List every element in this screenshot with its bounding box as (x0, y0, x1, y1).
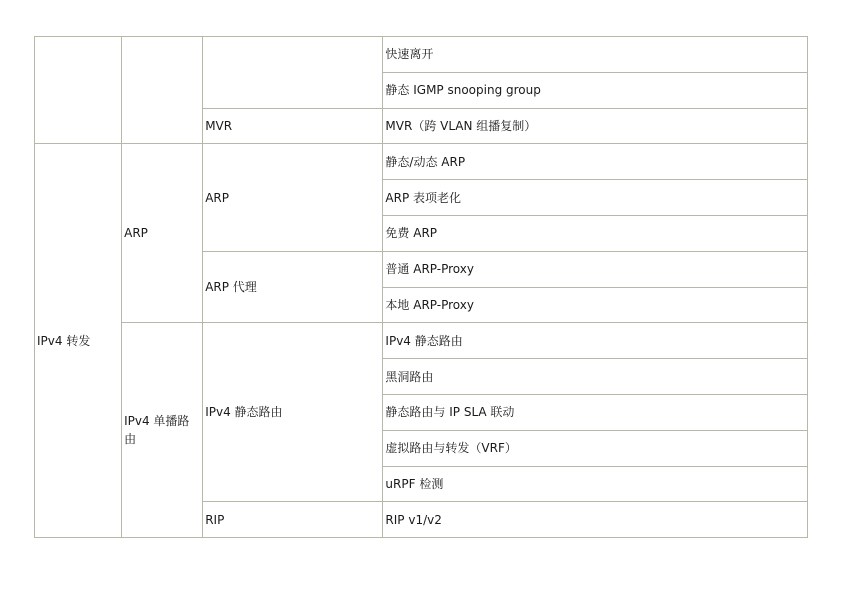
group-cell (122, 323, 203, 538)
subgroup-cell: ARP (203, 144, 383, 251)
feature-cell: 免费 ARP (383, 215, 808, 251)
group-label-line: 由 (124, 432, 137, 447)
group-cell: ARP (122, 144, 203, 323)
feature-table (34, 36, 808, 538)
feature-cell: ARP 表项老化 (383, 180, 808, 216)
feature-cell: 静态/动态 ARP (383, 144, 808, 180)
group-label-line: IPv4 单播路 (124, 414, 190, 429)
feature-cell: MVR（跨 VLAN 组播复制） (383, 108, 808, 144)
feature-cell: uRPF 检测 (383, 466, 808, 502)
subgroup-cell: MVR (203, 108, 383, 144)
table-row (35, 144, 808, 180)
feature-cell: 虚拟路由与转发（VRF） (383, 430, 808, 466)
table-row (35, 37, 808, 73)
feature-cell: 静态 IGMP snooping group (383, 72, 808, 108)
feature-cell: 静态路由与 IP SLA 联动 (383, 394, 808, 430)
feature-cell: IPv4 静态路由 (383, 323, 808, 359)
category-cell: IPv4 转发 (35, 144, 122, 538)
feature-cell: 黑洞路由 (383, 359, 808, 395)
subgroup-cell: ARP 代理 (203, 251, 383, 323)
feature-cell: 本地 ARP-Proxy (383, 287, 808, 323)
subgroup-cell: RIP (203, 502, 383, 538)
feature-cell: RIP v1/v2 (383, 502, 808, 538)
category-cell-empty (35, 37, 122, 144)
table-row (35, 323, 808, 359)
subgroup-cell: IPv4 静态路由 (203, 323, 383, 502)
group-cell-empty (122, 37, 203, 144)
feature-cell: 普通 ARP-Proxy (383, 251, 808, 287)
feature-cell: 快速离开 (383, 37, 808, 73)
subgroup-cell-empty (203, 37, 383, 109)
